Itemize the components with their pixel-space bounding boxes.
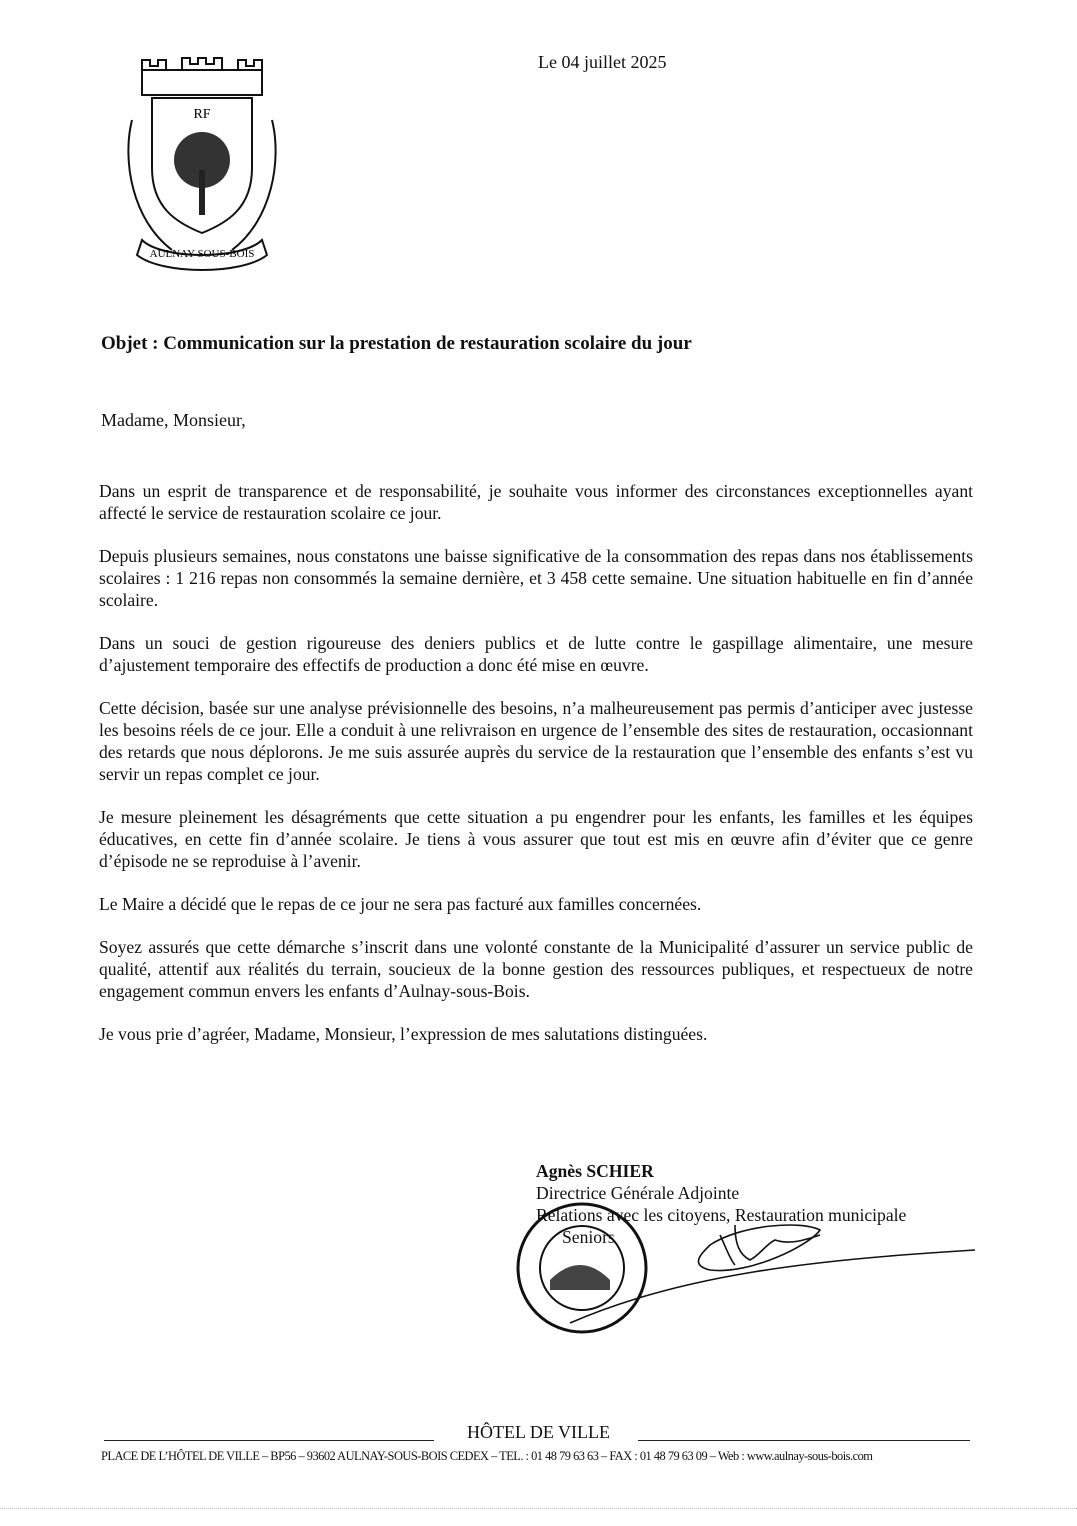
signatory-title: Directrice Générale Adjointe xyxy=(536,1183,740,1203)
letter-date: Le 04 juillet 2025 xyxy=(538,52,667,72)
svg-text:RF: RF xyxy=(193,107,211,122)
paragraph: Dans un esprit de transparence et de responsabilité, je souhaite vous informer des circonstances exceptionnelles ayant affecté le service de restauration scolaire ce jour. xyxy=(99,481,973,523)
svg-text:AULNAY-SOUS-BOIS: AULNAY-SOUS-BOIS xyxy=(149,248,255,260)
paragraph: Je vous prie d’agréer, Madame, Monsieur, l’expression de mes salutations distinguées. xyxy=(99,1024,708,1044)
salutation: Madame, Monsieur, xyxy=(101,410,246,430)
paragraph: Le Maire a décidé que le repas de ce jour ne sera pas facturé aux familles concernées. xyxy=(99,894,702,914)
letter-body xyxy=(99,480,973,1066)
paragraph: Cette décision, basée sur une analyse prévisionnelle des besoins, n’a malheureusement pas permis d’anticiper avec justesse les besoins réels de ce jour. Elle a conduit à une relivraison en urgence de l’ensemble des sites de restauration, occasionnant des retards que nous déplorons. Je me suis assurée auprès du service de la restauration que l’ensemble des enfants s’est vu servir un repas complet ce jour. xyxy=(99,698,973,784)
paragraph: Depuis plusieurs semaines, nous constatons une baisse significative de la consommation des repas dans nos établissements scolaires : 1 216 repas non consommés la semaine dernière, et 3 458 cette semaine. Une situation habituelle en fin d’année scolaire. xyxy=(99,546,973,610)
letter-subject: Objet : Communication sur la prestation de restauration scolaire du jour xyxy=(101,333,692,354)
signatory-department: Relations avec les citoyens, Restauration municipale xyxy=(536,1205,907,1225)
page-edge-divider xyxy=(0,1508,1077,1509)
footer-title: HÔTEL DE VILLE xyxy=(467,1422,610,1442)
city-coat-of-arms-logo xyxy=(112,50,292,275)
handwritten-signature xyxy=(560,1215,980,1325)
paragraph: Soyez assurés que cette démarche s’inscrit dans une volonté constante de la Municipalité d’assurer un service public de qualité, attentif aux réalités du terrain, soucieux de la bonne gestion des ressources publiques, et respectueux de notre engagement commun envers les enfants d’Aulnay-sous-Bois. xyxy=(99,937,973,1001)
paragraph: Dans un souci de gestion rigoureuse des deniers publics et de lutte contre le gaspillage alimentaire, une mesure d’ajustement temporaire des effectifs de production a donc été mise en œuvre. xyxy=(99,633,973,675)
paragraph: Je mesure pleinement les désagréments que cette situation a pu engendrer pour les enfants, les familles et les équipes éducatives, en cette fin d’année scolaire. Je tiens à vous assurer que tout est mis en œuvre afin d’éviter que ce genre d’épisode ne se reproduise à l’avenir. xyxy=(99,807,973,871)
footer-address: PLACE DE L’HÔTEL DE VILLE – BP56 – 93602 AULNAY-SOUS-BOIS CEDEX – TEL. : 01 48 79 63 63 – FAX : 01 48 79 63 09 – Web : www.aulnay-sous-bois.com xyxy=(101,1449,873,1463)
signatory-department-2: Seniors xyxy=(562,1227,615,1247)
signatory-name: Agnès SCHIER xyxy=(536,1161,654,1181)
